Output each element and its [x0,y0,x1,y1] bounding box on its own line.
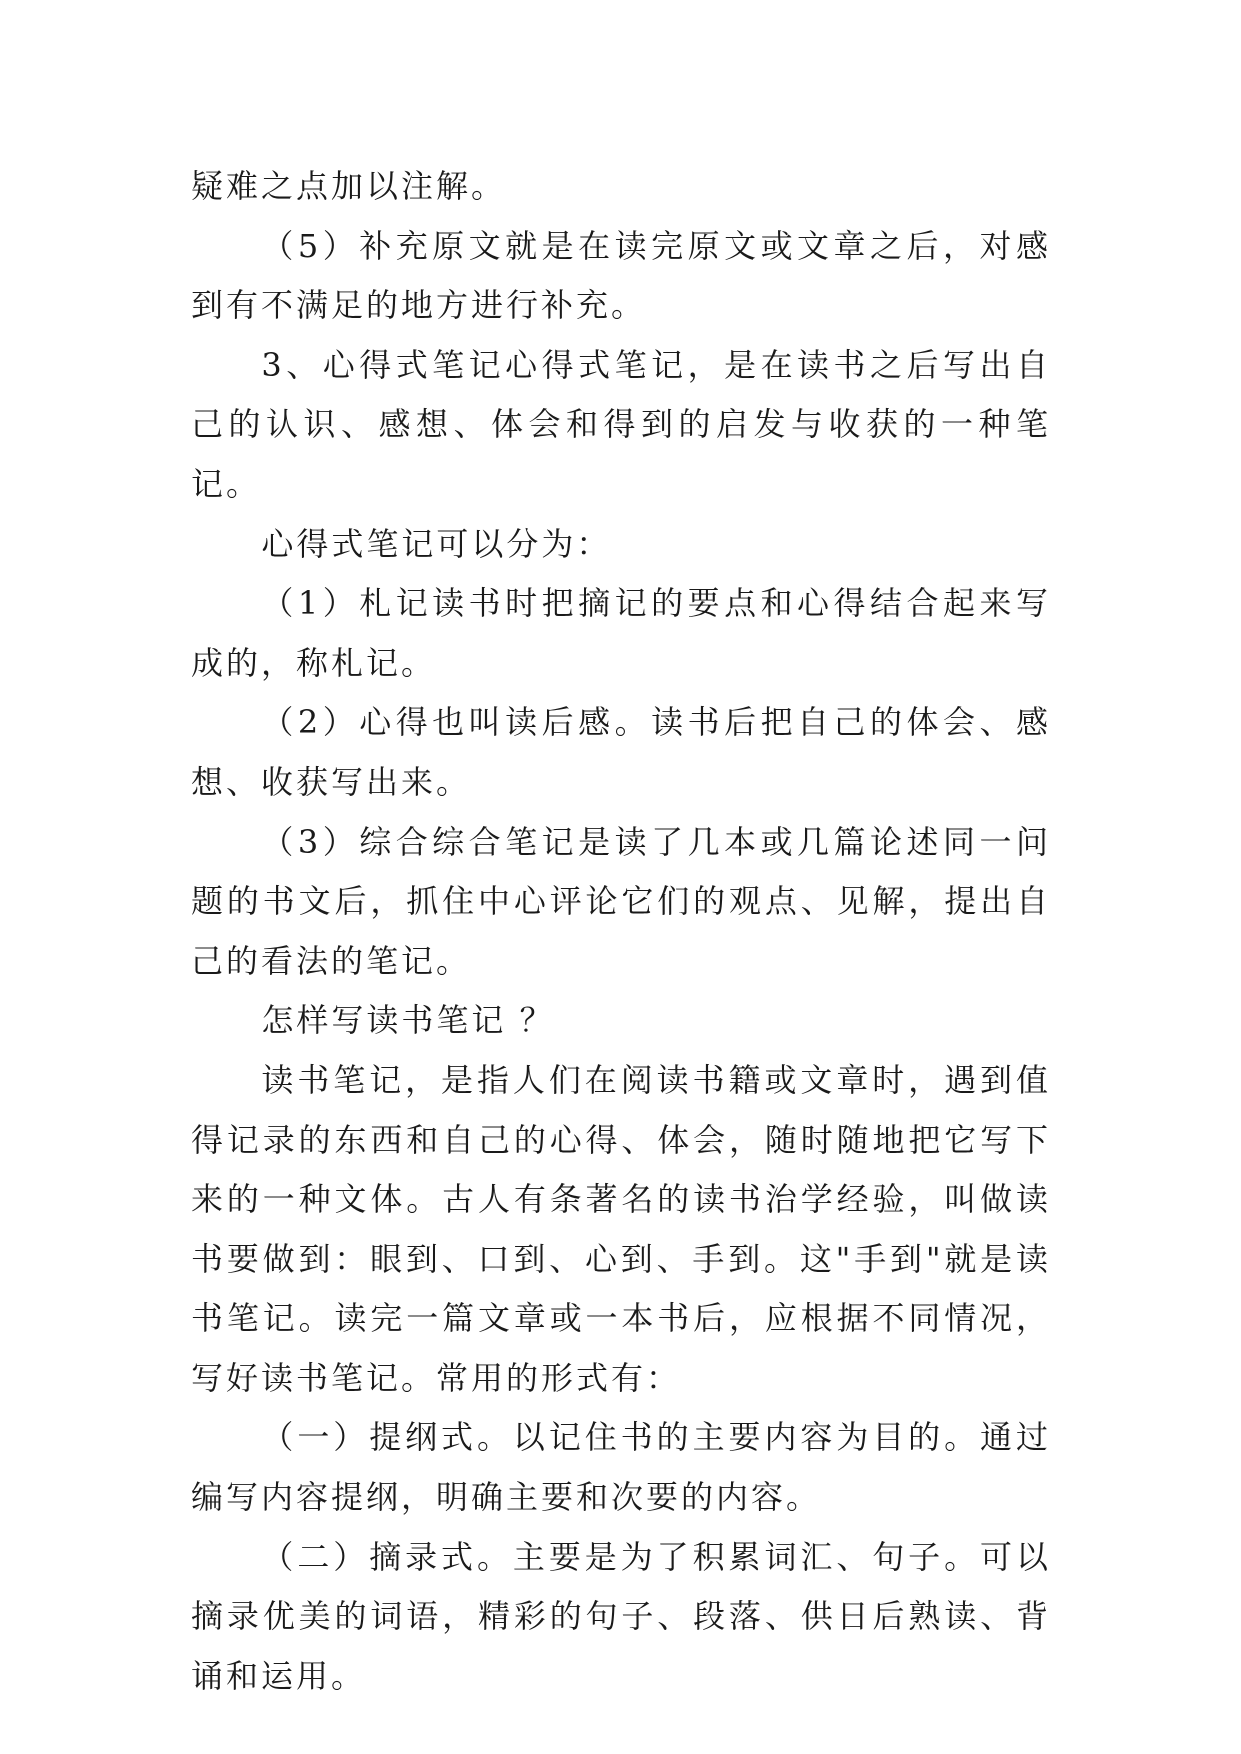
paragraph-supplement-original: （5）补充原文就是在读完原文或文章之后，对感到有不满足的地方进行补充。 [191,226,1051,325]
paragraph-reflective-types: 心得式笔记可以分为： [261,524,612,563]
document-body [191,157,1051,1706]
paragraph-zonghe: （3）综合综合笔记是读了几本或几篇论述同一问题的书文后，抓住中心评论它们的观点、见解，提出自己的看法的笔记。 [191,822,1051,980]
paragraph-excerpt-style: （二）摘录式。主要是为了积累词汇、句子。可以摘录优美的词语，精彩的句子、段落、供日后熟读、背诵和运用。 [191,1537,1051,1695]
paragraph-reflective-notes: 3、心得式笔记心得式笔记，是在读书之后写出自己的认识、感想、体会和得到的启发与收获的一种笔记。 [191,345,1051,503]
paragraph-continuation: 疑难之点加以注解。 [191,167,507,205]
paragraph-xinde: （2）心得也叫读后感。读书后把自己的体会、感想、收获写出来。 [191,703,1051,801]
section-heading-how-to-write: 怎样写读书笔记 ？ [261,1001,555,1040]
paragraph-outline-style: （一）提纲式。以记住书的主要内容为目的。通过编写内容提纲，明确主要和次要的内容。 [191,1418,1051,1517]
paragraph-zhaji: （1）札记读书时把摘记的要点和心得结合起来写成的，称札记。 [191,584,1051,682]
paragraph-reading-notes-definition: 读书笔记，是指人们在阅读书籍或文章时，遇到值得记录的东西和自己的心得、体会，随时随地把它写下来的一种文体。古人有条著名的读书治学经验，叫做读书要做到：眼到、口到、心到、手到。这"手到"就是读书笔记。读完一篇文章或一本书后，应根据不同情况，写好读书笔记。常用的形式有： [191,1060,1051,1397]
